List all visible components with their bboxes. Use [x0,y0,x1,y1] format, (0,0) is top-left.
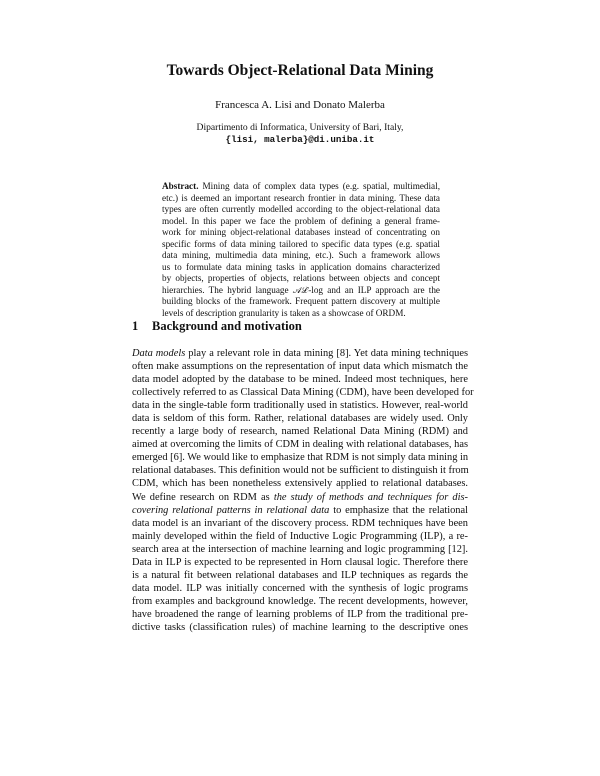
body-line: data is seldom of this form. Rather, relational databases are widely used. Only [132,413,468,425]
abstract-line: by objects, properties of objects, relations between objects and concept [162,273,440,284]
paper-authors: Francesca A. Lisi and Donato Malerba [215,99,385,111]
body-line: dictive tasks (classification rules) of machine learning to the descriptive ones [132,621,468,633]
section-number: 1 [132,319,139,333]
body-line: often make assumptions on the representation of input data which mismatch the [132,361,468,373]
body-line: aimed at overcoming the limits of CDM in dealing with relational databases, has [132,439,468,451]
abstract-line: work for mining object-relational databases instead of concentrating on [162,227,440,238]
body-line: collectively referred to as Classical Data Mining (CDM), have been developed for [132,387,474,399]
abstract-line [162,181,440,193]
body-line: data model. ILP was initially concerned with the synthesis of logic programs [132,582,468,594]
paper-title: Towards Object-Relational Data Mining [166,62,434,79]
body-line: recently a large body of research, named Relational Data Mining (RDM) and [132,426,468,438]
abstract-line: hierarchies. The hybrid language 𝒜ℒ-log and an ILP approach are the [162,284,440,295]
body-line: data model is an invariant of the discovery process. RDM techniques have been [132,517,468,529]
body-line [132,347,468,360]
body-line: relational databases. This definition would not be sufficient to distinguish it from [132,465,469,477]
author-affiliation [0,122,600,146]
author-email: {lisi, malerba}@di.uniba.it [225,134,375,145]
abstract-line-text: Mining data of complex data types (e.g. spatial, multimedial, [198,181,440,191]
abstract-label: Abstract. [162,181,199,191]
emphasis-data-models: Data models [132,348,186,359]
body-line: from examples and background knowledge. The recent developments, however, [132,595,468,607]
affiliation-line: Dipartimento di Informatica, University of Bari, Italy, [196,122,404,133]
body-line: data model adopted by the database to be mined. Indeed most techniques, here [132,374,468,386]
body-line: search area at the intersection of machine learning and logic programming [12]. [132,543,468,555]
abstract-line: us to formulate data mining tasks in application domains characterized [162,261,440,272]
body-line-text: play a relevant role in data mining [8]. Yet data mining techniques [185,348,468,359]
abstract-line: model. In this paper we face the problem of defining a general frame- [162,215,440,226]
emphasis-definition: the study of methods and techniques for dis- [273,491,468,503]
body-line: mainly developed within the field of Inductive Logic Programming (ILP), a re- [132,530,468,542]
abstract-line: levels of description granularity is taken as a showcase of ORDM. [162,308,406,319]
body-line: have broadened the range of learning problems of ILP from the traditional pre- [132,608,468,620]
abstract [162,181,440,320]
body-text [132,347,474,634]
section-title: Background and motivation [152,319,302,333]
section-heading [132,319,302,334]
body-line [132,491,468,504]
abstract-line: etc.) is deemed an important research frontier in data mining. These data [162,192,440,203]
body-line-text: We define research on RDM as [132,491,274,503]
abstract-line: specific forms of data mining tailored to specific data types (e.g. spatial [162,238,440,249]
emphasis-definition: covering relational patterns in relational data [132,504,330,516]
abstract-line: data mining, multimedia data mining, etc.). Such a framework allows [162,250,440,261]
body-line: is a natural fit between relational databases and ILP techniques as regards the [132,569,468,581]
body-line: CDM, which has been nonetheless extensively applied to relational databases. [132,478,468,490]
body-line [132,504,468,517]
abstract-line: building blocks of the framework. Frequent pattern discovery at multiple [162,296,440,307]
body-line: Data in ILP is expected to be represented in Horn clausal logic. Therefore there [132,556,468,568]
body-line-text: to emphasize that the relational [329,504,468,516]
body-line: emerged [6]. We would like to emphasize that RDM is not simply data mining in [132,452,469,464]
abstract-line: types are often currently modelled according to the object-relational data [162,204,440,215]
body-line: data in the single-table form traditionally used in statistics. However, real-world [132,400,468,412]
